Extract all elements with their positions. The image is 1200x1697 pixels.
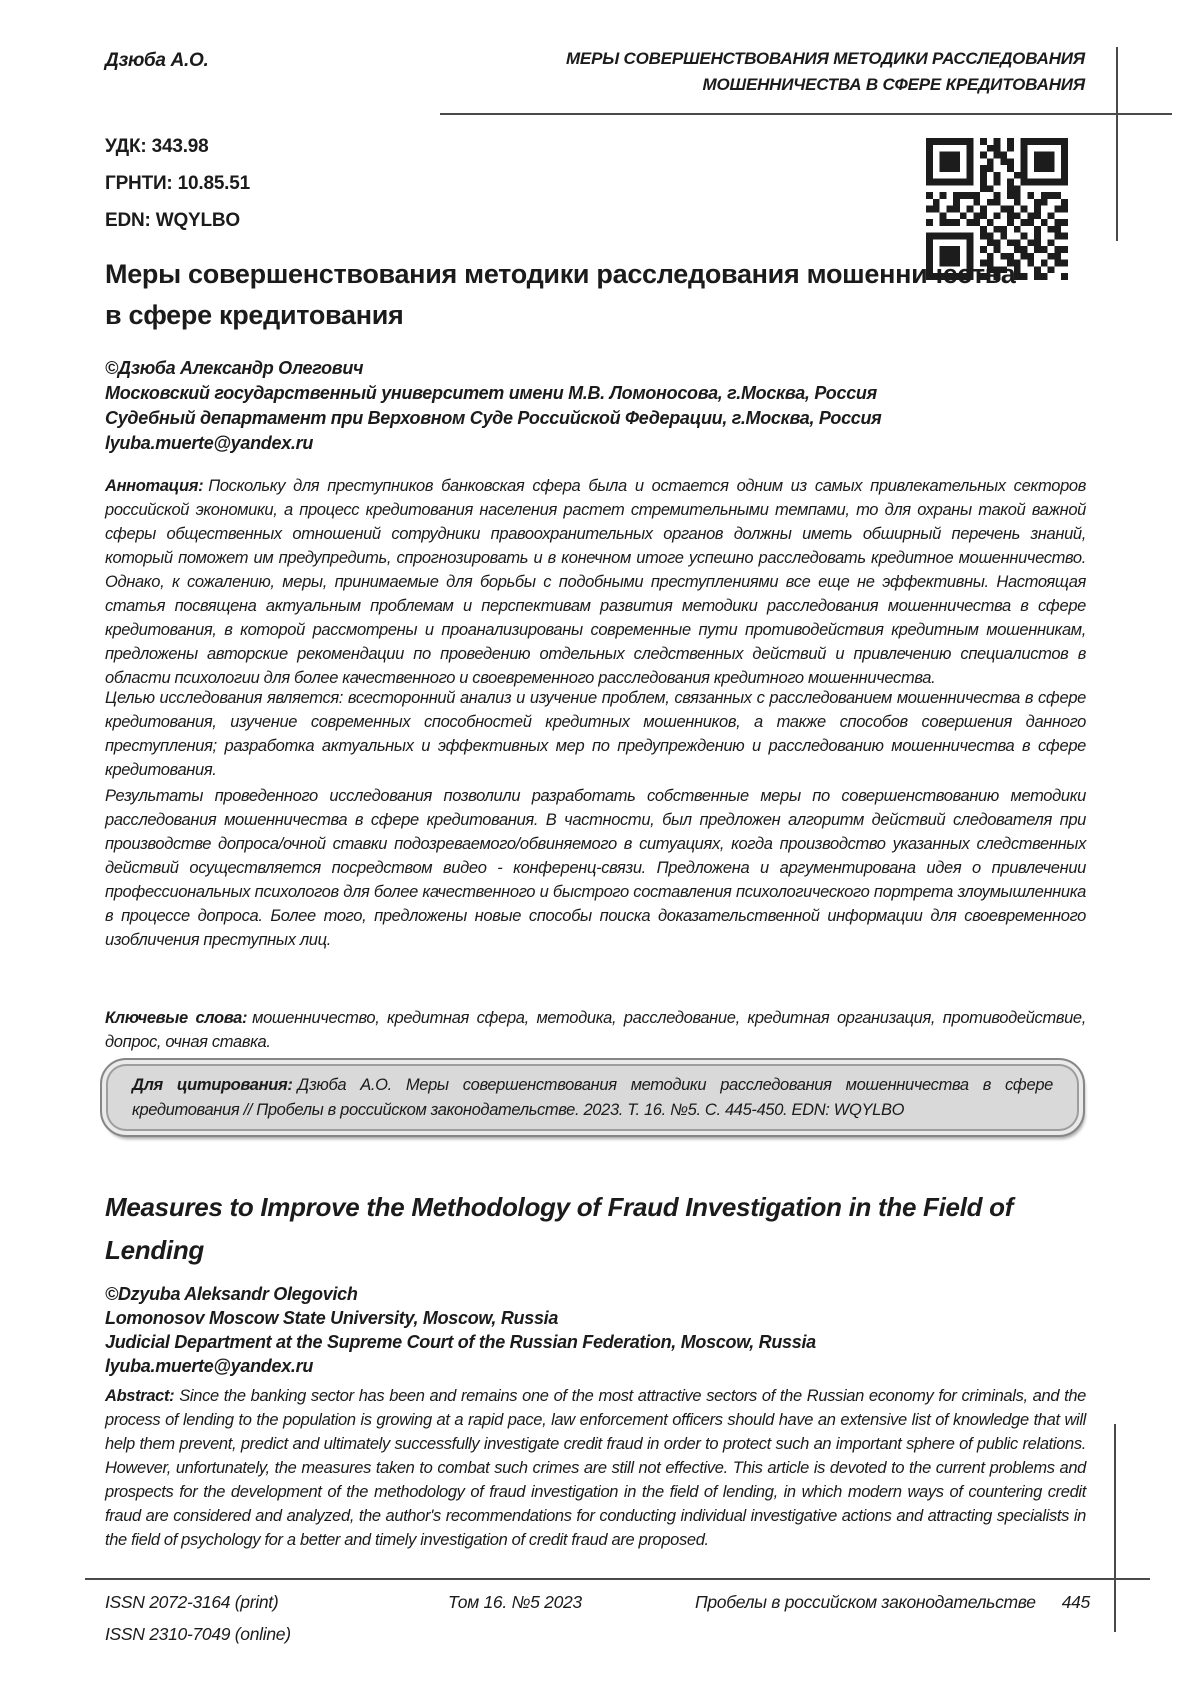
author-name-ru: ©Дзюба Александр Олегович [105,358,364,378]
author-email-ru: lyuba.muerte@yandex.ru [105,433,314,453]
abstract-label: Abstract: [105,1387,175,1405]
annotation-label: Аннотация: [105,477,204,495]
keywords-label: Ключевые слова: [105,1009,248,1027]
annotation-text: Поскольку для преступников банковская сфера была и остается одним из самых привлекательных секторов российской экономики, а процесс кредитования населения растет стремительными темпами, то для охраны такой важной сферы общественных отношений сотрудники правоохранительных органов должны иметь обширный перечень знаний, который поможет им предупредить, спрогнозировать и в конечном итоге успешно расследовать кредитное мошенничество. Однако, к сожалению, меры, принимаемые для борьбы с подобными преступлениями все еще не эффективны. Настоящая статья посвящена актуальным проблемам и перспективам развития методики расследования мошенничества в сфере кредитования, в которой рассмотрены и проанализированы современные пути противодействия кредитным мошенникам, предложены авторские рекомендации по проведению отдельных следственных действий и привлечению специалистов в области психологии для более качественного и своевременного расследования кредитного мошенничества. [105,477,1086,687]
goal-text: Целью исследования является: всесторонний анализ и изучение проблем, связанных с расследованием мошенничества в сфере кредитования, изучение современных способностей кредитных мошенников, а также способов совершения данного преступления; разработка актуальных и эффективных мер по предупреждению и расследованию мошенничества в сфере кредитования. [105,689,1086,779]
header-vertical-rule [1116,47,1118,241]
footer-vertical-rule [1114,1424,1116,1632]
abstract-paragraph [105,1384,1086,1552]
running-head-title [405,46,1085,98]
affiliation-en-2: Judicial Department at the Supreme Court of the Russian Federation, Moscow, Russia [105,1332,816,1352]
goal-paragraph [105,686,1086,782]
running-head-title-line1: МЕРЫ СОВЕРШЕНСТВОВАНИЯ МЕТОДИКИ РАССЛЕДОВАНИЯ [565,49,1085,68]
results-paragraph [105,784,1086,952]
footer-journal-group [695,1592,1090,1613]
keywords-text: мошенничество, кредитная сфера, методика, расследование, кредитная организация, противодействие, допрос, очная ставка. [105,1009,1086,1051]
citation-box [100,1058,1085,1137]
page-number: 445 [1061,1592,1090,1612]
author-email-en: lyuba.muerte@yandex.ru [105,1356,314,1376]
authors-block-ru [105,356,1086,456]
affiliation-ru-1: Московский государственный университет имени М.В. Ломоносова, г.Москва, Россия [105,383,877,403]
running-head-author: Дзюба А.О. [105,50,209,71]
footer-journal-name: Пробелы в российском законодательстве [694,1592,1036,1612]
affiliation-ru-2: Судебный департамент при Верховном Суде Российской Федерации, г.Москва, Россия [105,408,882,428]
annotation-paragraph [105,474,1086,690]
running-head-title-line2: МОШЕННИЧЕСТВА В СФЕРЕ КРЕДИТОВАНИЯ [702,75,1085,94]
article-meta [105,128,250,239]
citation-text: Дзюба А.О. Меры совершенствования методики расследования мошенничества в сфере кредитования // Пробелы в российском законодательстве. 2023. Т. 16. №5. С. 445-450. EDN: WQYLBO [132,1076,1053,1119]
authors-block-en [105,1282,1086,1378]
article-title-en: Measures to Improve the Methodology of Fraud Investigation in the Field of Lending [105,1192,1014,1265]
keywords-paragraph [105,1006,1086,1054]
abstract-text: Since the banking sector has been and remains one of the most attractive sectors of the Russian economy for criminals, and the process of lending to the population is growing at a rapid pace, law enforcement officers should have an extensive list of knowledge that will help them prevent, predict and ultimately successfully investigate credit fraud in order to protect such an important sphere of public relations. However, unfortunately, the measures taken to combat such crimes are still not effective. This article is devoted to the current problems and prospects for the development of the methodology of fraud investigation in the field of lending, in which modern ways of countering credit fraud are considered and analyzed, the author's recommendations for conducting individual investigative actions and attracting specialists in the field of psychology for a better and timely investigation of credit fraud are proposed. [105,1387,1086,1549]
citation-label: Для цитирования: [132,1076,293,1094]
issn-print: ISSN 2072-3164 (print) [105,1592,279,1612]
citation-paragraph [132,1073,1053,1123]
edn-code: EDN: WQYLBO [105,210,241,231]
udk-code: УДК: 343.98 [105,136,209,157]
grnti-code: ГРНТИ: 10.85.51 [105,173,250,194]
author-name-en: ©Dzyuba Aleksandr Olegovich [105,1284,358,1304]
header-rule [440,113,1172,115]
affiliation-en-1: Lomonosov Moscow State University, Moscow, Russia [105,1308,559,1328]
results-text: Результаты проведенного исследования позволили разработать собственные меры по совершенствованию методики расследования мошенничества в сфере кредитования. В частности, был предложен алгоритм действий следователя при производстве допроса/очной ставки подозреваемого/обвиняемого в ситуациях, когда производство указанных следственных действий осуществляется посредством видео - конференц-связи. Предложена и аргументирована идея о привлечении профессиональных психологов для более качественного и быстрого составления психологического портрета злоумышленника в процессе допроса. Более того, предложены новые способы поиска доказательственной информации для своевременного изобличения преступных лиц. [105,787,1086,949]
footer-rule [85,1578,1150,1580]
footer-volume: Том 16. №5 2023 [448,1592,582,1612]
issn-online: ISSN 2310-7049 (online) [105,1624,291,1644]
article-title-ru: Меры совершенствования методики расследования мошенничества в сфере кредитования [105,259,1016,330]
